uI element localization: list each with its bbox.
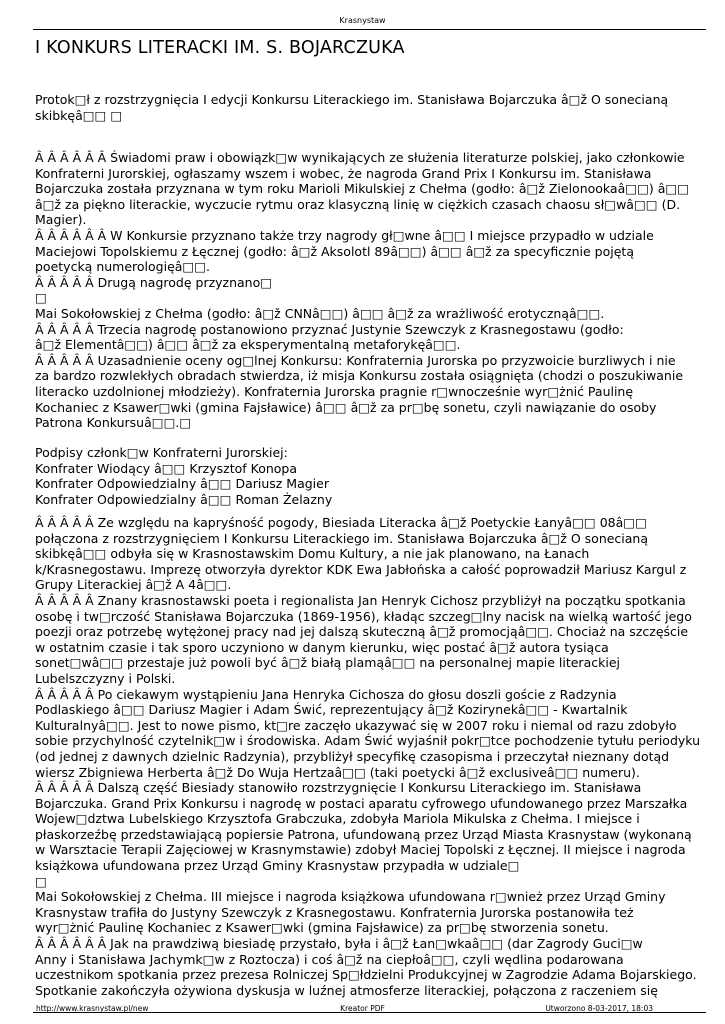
footer-created: Utworzono 8-03-2017, 18:03: [545, 1004, 653, 1013]
event-report: [35, 515, 703, 998]
text-line: Protok□ł z rozstrzygnięcia I edycji Konkursu Literackiego im. Stanisława Bojarczuka â□ž O sonecianą: [35, 92, 669, 107]
text-line: płaskorzeźbę przedstawiającą popiersie Patrona, ufundowaną przez Urząd Miasta Krasnystaw (wykonaną: [35, 826, 692, 842]
footer-generator: Kreator PDF: [340, 1004, 385, 1013]
text-line: książkowa ufundowana przez Urząd Gminy Krasnystaw przypadła w udziale□: [35, 858, 520, 874]
text-line: Krasnystaw trafiła do Justyny Szewczyk z Krasnegostawu. Konfraternia Jurorska postanowiła też: [35, 904, 634, 920]
text-line: Podpisy członk□w Konfraterni Jurorskiej:: [35, 445, 288, 460]
text-line: Bojarczuka została przyznana w tym roku Marioli Mikulskiej z Chełma (godło: â□ž Zielonookaâ□□) â□□: [35, 181, 690, 197]
text-line: Patrona Konkursuâ□□.□: [35, 415, 192, 431]
text-line: Konfraterni Jurorskiej, ogłaszamy wszem i wobec, że nagroda Grand Prix I Konkursu im. Stanisława: [35, 165, 652, 181]
text-line: Â Â Â Â Â Po ciekawym wystąpieniu Jana Henryka Cichosza do głosu doszli goście z Radzynia: [35, 686, 617, 702]
footer-url: http://www.krasnystaw.pl/new: [36, 1004, 149, 1013]
text-line: Â Â Â Â Â Znany krasnostawski poeta i regionalista Jan Henryk Cichosz przybliżył na początku spotkania: [35, 592, 686, 608]
text-line: Magier).: [35, 212, 87, 228]
text-line: â□ž za piękno literackie, wyczucie rytmu oraz klasyczną linię w ciężkich czasach chaosu sł□wâ□□ (D.: [35, 196, 681, 212]
text-line: Â Â Â Â Â Drugą nagrodę przyznano□: [35, 274, 273, 290]
text-line: Â Â Â Â Â Â Świadomi praw i obowiązk□w wynikających ze służenia literaturze polskiej, jako członkowie: [35, 150, 685, 165]
text-line: Kochaniec z Ksawer□wki (gmina Fajsławice) â□□ â□ž za pr□bę sonetu, czyli nawiązanie do osoby: [35, 399, 657, 415]
text-line: Podlaskiego â□□ Dariusz Magier i Adam Świć, reprezentujący â□ž Kozirynekâ□□ - Kwartalnik: [35, 702, 628, 718]
text-line: Â Â Â Â Â Ze względu na kapryśność pogody, Biesiada Literacka â□ž Poetyckie Łanyâ□□ 08â□□: [35, 515, 647, 530]
jury-announcement: [35, 150, 703, 431]
text-line: □: [35, 290, 47, 306]
text-line: wiersz Zbigniewa Herberta â□ž Do Wuja Hertzaâ□□ (taki poetycki â□ž exclusiveâ□□ numeru).: [35, 764, 640, 780]
text-line: w ostatnim czasie i tak sporo uczyniono w danym kierunku, więc postać â□ž autora tysiąca: [35, 639, 609, 655]
jury-signatures: [35, 445, 703, 507]
text-line: Konfrater Odpowiedzialny â□□ Roman Żelazny: [35, 491, 333, 507]
text-line: Bojarczuka. Grand Prix Konkursu i nagrodę w postaci aparatu cyfrowego ufundowanego przez Marszałka: [35, 795, 688, 811]
text-line: □: [35, 873, 47, 889]
text-line: Â Â Â Â Â Uzasadnienie oceny og□lnej Konkursu: Konfraternia Jurorska po przyzwoicie burzliwych i nie: [35, 352, 676, 368]
text-line: za bardzo rozwlekłych obradach stwierdza, iż misja Konkursu została osiągnięta (chodzi o poszukiwanie: [35, 368, 684, 384]
header-divider: [33, 29, 706, 30]
text-line: literacko uzdolnionej młodzieży). Konfraternia Jurorska pragnie r□wnocześnie wyr□żnić Paulinę: [35, 383, 634, 399]
text-line: Â Â Â Â Â Trzecia nagrodę postanowiono przyznać Justynie Szewczyk z Krasnegostawu (godło:: [35, 321, 624, 337]
text-line: Mai Sokołowskiej z Chełma (godło: â□ž CNNâ□□) â□□ â□ž za wrażliwość erotycznąâ□□.: [35, 305, 605, 321]
text-line: sonet□wâ□□ przestaje już powoli być â□ž białą plamąâ□□ na personalnej mapie literackiej: [35, 655, 620, 671]
text-line: Konfrater Odpowiedzialny â□□ Dariusz Magier: [35, 476, 329, 492]
page-header-site: Krasnystaw: [339, 16, 386, 25]
text-line: Mai Sokołowskiej z Chełma. III miejsce i nagroda książkowa ufundowana r□wnież przez Urząd Gminy: [35, 889, 666, 905]
text-line: Grupy Literackiej â□ž A 4â□□.: [35, 577, 232, 593]
text-line: Konfrater Wiodący â□□ Krzysztof Konopa: [35, 460, 298, 476]
text-line: osobę i tw□rczość Stanisława Bojarczuka (1869-1956), kładąc szczeg□lny nacisk na wielką wartość jego: [35, 608, 692, 624]
text-line: (od jednej z dawnych dzielnic Radzynia), przybliżył specyfikę czasopisma i przeczytał nieznany dotąd: [35, 748, 670, 764]
text-line: poetycką numerologięâ□□.: [35, 259, 211, 275]
text-line: uczestnikom spotkania przez prezesa Rolniczej Sp□łdzielni Produkcyjnej w Zagrodzie Adama Bojarskiego.: [35, 967, 697, 983]
text-line: w Warsztacie Terapii Zajęciowej w Krasnymstawie) zdobył Maciej Topolski z Łęcznej. II miejsce i nagroda: [35, 842, 686, 858]
text-line: Anny i Stanisława Jachymk□w z Roztocza) i coś â□ž na ciepłoâ□□, czyli wędlina podarowana: [35, 951, 624, 967]
text-line: Wojew□dztwa Lubelskiego Krzysztofa Grabczuka, zdobyła Mariola Mikulska z Chełma. I miejsce i: [35, 811, 640, 827]
text-line: k/Krasnegostawu. Imprezę otworzyła dyrektor KDK Ewa Jabłońska a całość poprowadził Mariusz Kargul z: [35, 561, 687, 577]
protocol-intro: [35, 92, 703, 123]
text-line: poezji oraz potrzebę wytężonej pracy nad jej dalszą skuteczną â□ž promocjąâ□□. Chociaż na szczęście: [35, 624, 689, 640]
text-line: â□ž Elementâ□□) â□□ â□ž za eksperymentalną metaforykęâ□□.: [35, 337, 461, 353]
text-line: skibkęâ□□ odbyła się w Krasnostawskim Domu Kultury, a nie jak planowano, na Łanach: [35, 546, 590, 562]
text-line: Spotkanie zakończyła ożywiona dyskusja w luźnej atmosferze literackiej, połączona z raczeniem się: [35, 982, 658, 998]
page-title: I KONKURS LITERACKI IM. S. BOJARCZUKA: [35, 38, 405, 58]
text-line: Â Â Â Â Â Â Jak na prawdziwą biesiadę przystało, była i â□ž Łan□wkaâ□□ (dar Zagrody Guci□w: [35, 936, 643, 952]
text-line: Â Â Â Â Â Â W Konkursie przyznano także trzy nagrody gł□wne â□□ I miejsce przypadło w udziale: [35, 227, 654, 243]
text-line: Lubelszczyzny i Polski.: [35, 670, 176, 686]
text-line: Kulturalnyâ□□. Jest to nowe pismo, kt□re zaczęło ukazywać się w 2007 roku i niemal od razu zdobyło: [35, 717, 677, 733]
text-line: połączona z rozstrzygnięciem I Konkursu Literackiego im. Stanisława Bojarczuka â□ž O sonecianą: [35, 530, 649, 546]
text-line: Maciejowi Topolskiemu z Łęcznej (godło: â□ž Aksolotl 89â□□) â□□ â□ž za specyficznie pojętą: [35, 243, 634, 259]
text-line: wyr□żnić Paulinę Kochaniec z Ksawer□wki (gmina Fajsławice) za pr□bę stworzenia sonetu.: [35, 920, 609, 936]
text-line: sobie przychylność czytelnik□w i środowiska. Adam Świć wyjaśnił pokr□tce pochodzenie tytułu periodyku: [35, 733, 701, 749]
text-line: skibkęâ□□ □: [35, 107, 123, 123]
text-line: Â Â Â Â Â Dalszą część Biesiady stanowiło rozstrzygnięcie I Konkursu Literackiego im. Stanisława: [35, 780, 642, 796]
